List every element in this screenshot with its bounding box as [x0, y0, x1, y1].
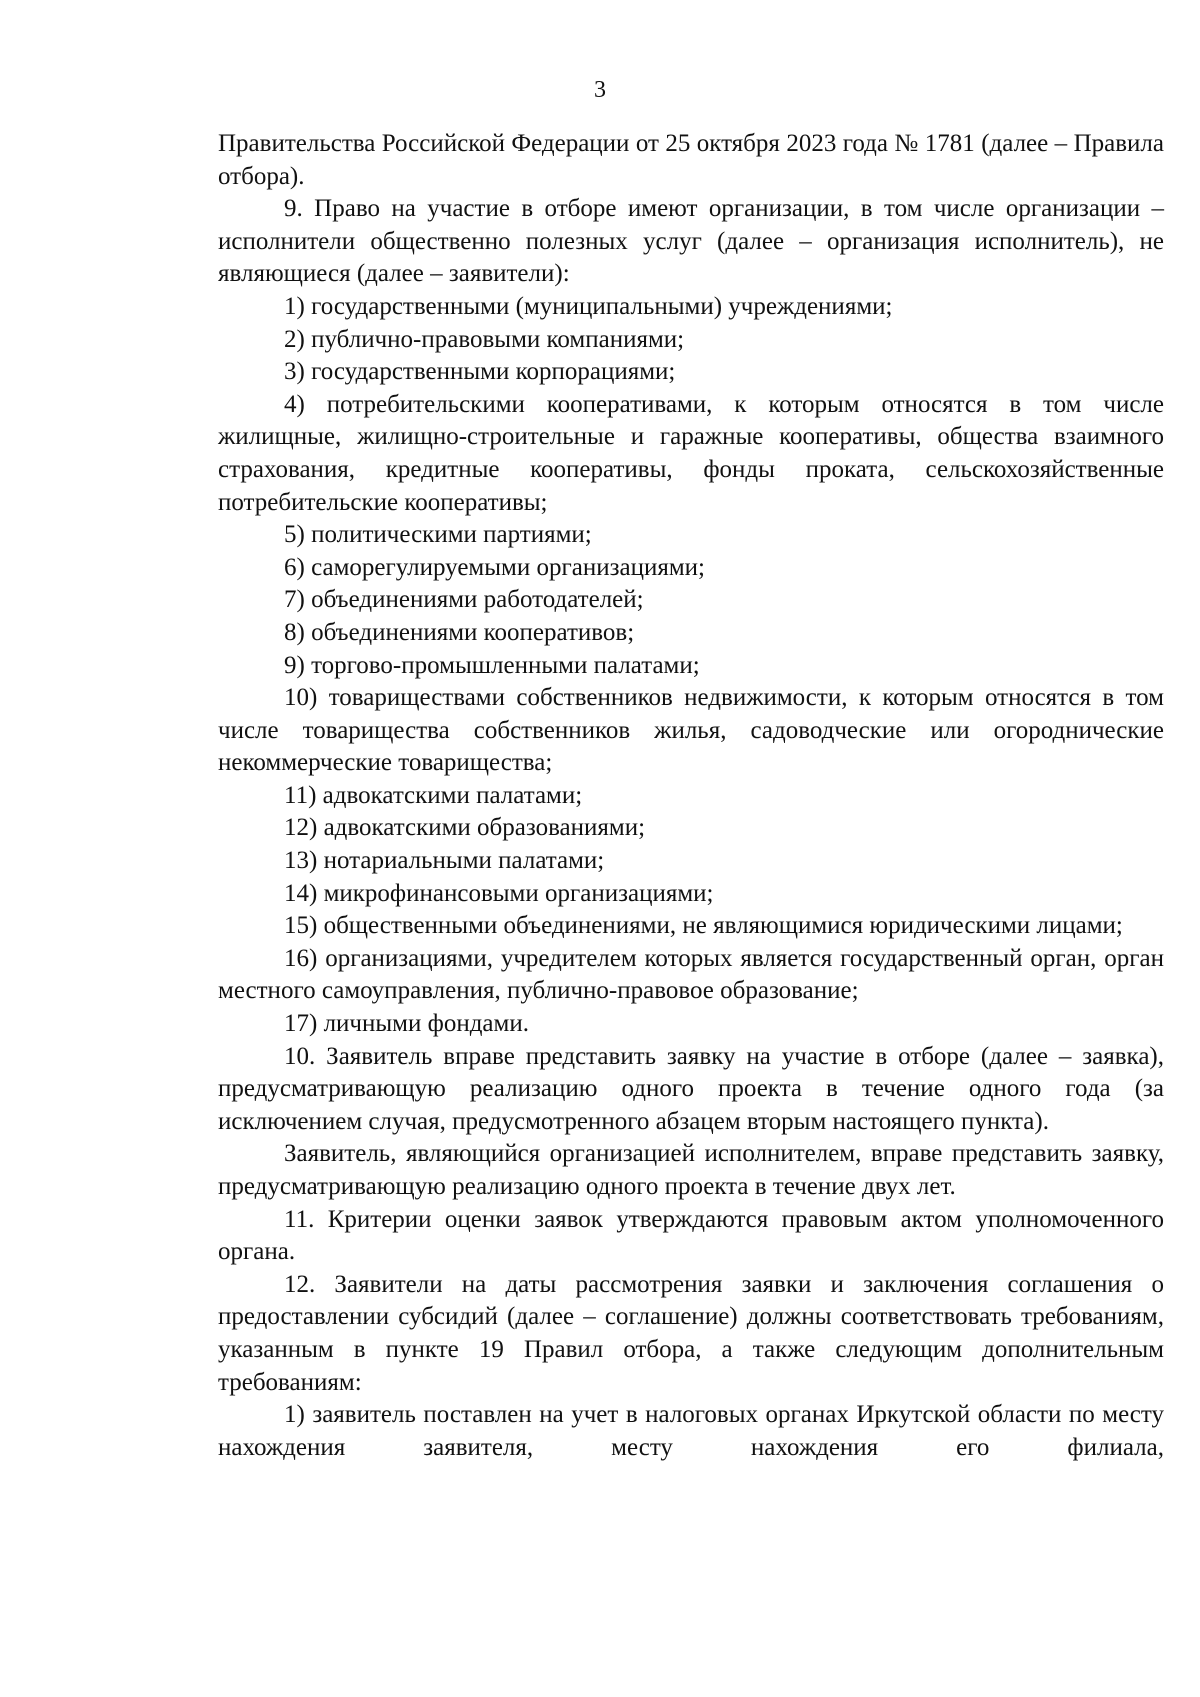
- list-item: 8) объединениями кооперативов;: [284, 618, 635, 646]
- paragraph: 12. Заявители на даты рассмотрения заявки и заключения соглашения о предоставлении субсидий (далее – соглашение) должны соответствовать требованиям, указанным в пункте 19 Правил отбора, а также следующим дополнительным требованиям:: [218, 1270, 1164, 1396]
- list-item: 9) торгово-промышленными палатами;: [284, 651, 700, 679]
- list-item: 14) микрофинансовыми организациями;: [284, 879, 714, 907]
- page-number: 3: [594, 77, 606, 103]
- document-body: [218, 128, 1164, 1464]
- list-item: 5) политическими партиями;: [284, 521, 592, 549]
- list-item: 7) объединениями работодателей;: [284, 586, 644, 614]
- list-item: 13) нотариальными палатами;: [284, 847, 605, 875]
- list-item: 16) организациями, учредителем которых является государственный орган, орган местного самоуправления, публично-правовое образование;: [218, 944, 1164, 1005]
- list-item: 1) заявитель поставлен на учет в налоговых органах Иркутской области по месту нахождения заявителя, месту нахождения его филиала,: [218, 1401, 1164, 1461]
- list-item: 11) адвокатскими палатами;: [284, 781, 583, 809]
- list-item: 4) потребительскими кооперативами, к которым относятся в том числе жилищные, жилищно-строительные и гаражные кооперативы, общества взаимного страхования, кредитные кооперативы, фонды проката, сельскохозяйственные потребительские кооперативы;: [218, 390, 1164, 516]
- list-item: 6) саморегулируемыми организациями;: [284, 553, 705, 581]
- paragraph: Правительства Российской Федерации от 25 октября 2023 года № 1781 (далее – Правила отбора).: [218, 130, 1164, 190]
- list-item: 3) государственными корпорациями;: [284, 358, 676, 386]
- list-item: 12) адвокатскими образованиями;: [284, 814, 646, 842]
- list-item: 2) публично-правовыми компаниями;: [284, 325, 685, 353]
- list-item: 10) товариществами собственников недвижимости, к которым относятся в том числе товарищества собственников жилья, садоводческие или огороднические некоммерческие товарищества;: [218, 684, 1164, 777]
- paragraph: Заявитель, являющийся организацией исполнителем, вправе представить заявку, предусматривающую реализацию одного проекта в течение двух лет.: [218, 1140, 1164, 1200]
- list-item: 15) общественными объединениями, не являющимися юридическими лицами;: [284, 912, 1123, 940]
- list-item: 17) личными фондами.: [284, 1010, 529, 1038]
- paragraph: 9. Право на участие в отборе имеют организации, в том числе организации – исполнители общественно полезных услуг (далее – организация исполнитель), не являющиеся (далее – заявители):: [218, 195, 1164, 288]
- paragraph: 10. Заявитель вправе представить заявку на участие в отборе (далее – заявка), предусматривающую реализацию одного проекта в течение одного года (за исключением случая, предусмотренного абзацем вторым настоящего пункта).: [218, 1042, 1164, 1135]
- paragraph: 11. Критерии оценки заявок утверждаются правовым актом уполномоченного органа.: [218, 1205, 1164, 1266]
- list-item: 1) государственными (муниципальными) учреждениями;: [284, 292, 893, 320]
